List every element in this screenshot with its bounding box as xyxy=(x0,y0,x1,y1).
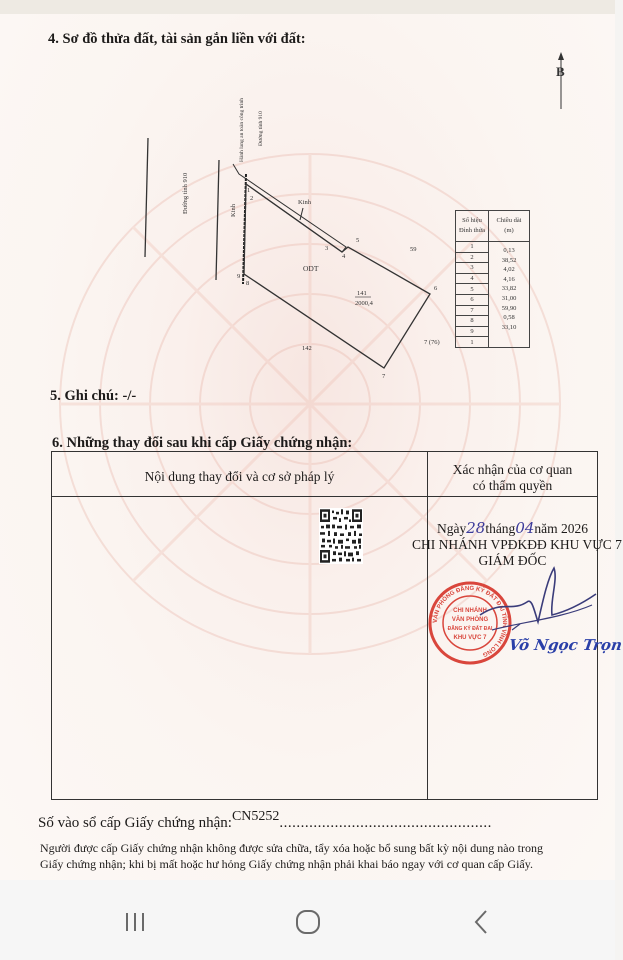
svg-text:Đường tỉnh 910: Đường tỉnh 910 xyxy=(182,172,189,214)
recent-apps-button[interactable] xyxy=(110,902,160,942)
svg-text:ODT: ODT xyxy=(303,264,319,273)
home-button[interactable] xyxy=(283,902,333,942)
section-4-title: 4. Sơ đồ thửa đất, tài sản gắn liền với đất: xyxy=(48,31,306,47)
svg-text:ĐĂNG KÝ ĐẤT ĐAI: ĐĂNG KÝ ĐẤT ĐAI xyxy=(447,626,493,632)
svg-text:4: 4 xyxy=(342,253,346,260)
signer-name: Võ Ngọc Trọn xyxy=(507,636,623,654)
changes-content-header: Nội dung thay đổi và cơ sở pháp lý xyxy=(144,469,335,484)
svg-text:VĂN PHÒNG: VĂN PHÒNG xyxy=(451,617,489,623)
signer-position: GIÁM ĐỐC xyxy=(478,553,547,568)
svg-text:2: 2 xyxy=(250,195,254,202)
header-divider xyxy=(52,496,597,497)
svg-text:Kinh: Kinh xyxy=(298,199,311,206)
svg-text:Hành lang an toàn công trình: Hành lang an toàn công trình xyxy=(239,98,245,162)
svg-text:8: 8 xyxy=(246,280,250,287)
recent-apps-icon xyxy=(122,910,148,934)
svg-text:B: B xyxy=(556,64,565,79)
vertex-length-table: Số hiệu Đỉnh thửa Chiều dài (m) 1 0,13 38,52 4,02 4,16 33,82 31,00 59,90 0,58 33,10 2 3 4 5 6 7 8 9 1 xyxy=(455,210,530,348)
svg-text:7: 7 xyxy=(382,373,386,380)
registry-value: CN5252 xyxy=(231,809,280,824)
home-icon xyxy=(294,908,322,936)
svg-text:CHI NHÁNH: CHI NHÁNH xyxy=(453,608,487,614)
authority-header: Xác nhận của cơ quan có thẩm quyền xyxy=(452,462,573,493)
svg-text:1: 1 xyxy=(247,187,251,194)
svg-text:142: 142 xyxy=(302,345,312,352)
android-navigation-bar xyxy=(0,880,615,960)
viewer-top-edge xyxy=(0,0,615,15)
svg-text:Đường tỉnh 910: Đường tỉnh 910 xyxy=(258,111,264,146)
svg-text:VĂN PHÒNG ĐĂNG KÝ ĐẤT ĐAI TỈNH: VĂN PHÒNG ĐĂNG KÝ ĐẤT ĐAI TỈNH VĨNH LONG xyxy=(432,585,508,658)
svg-text:7 (76): 7 (76) xyxy=(424,339,440,346)
svg-text:59: 59 xyxy=(410,246,417,253)
svg-text:6: 6 xyxy=(434,285,438,292)
qr-code-icon[interactable] xyxy=(319,508,363,564)
back-icon xyxy=(471,908,491,936)
svg-text:Kinh: Kinh xyxy=(230,204,237,217)
svg-text:9: 9 xyxy=(237,273,241,280)
issuing-office: CHI NHÁNH VPĐKĐĐ KHU VỰC 7 xyxy=(412,537,622,552)
registry-number: Số vào sổ cấp Giấy chứng nhận:CN5252.................................................. xyxy=(38,809,492,831)
document-page[interactable] xyxy=(0,14,623,880)
changes-table xyxy=(51,451,623,800)
back-button[interactable] xyxy=(456,902,506,942)
confirmation-date: Ngày28tháng04năm 2026 xyxy=(436,519,589,537)
svg-text:2000,4: 2000,4 xyxy=(355,300,373,307)
section-6-title: 6. Những thay đổi sau khi cấp Giấy chứng nhận: xyxy=(52,435,353,451)
north-arrow-icon xyxy=(556,52,565,109)
svg-text:141: 141 xyxy=(357,290,367,297)
svg-text:3: 3 xyxy=(325,245,329,252)
svg-text:KHU VỰC 7: KHU VỰC 7 xyxy=(453,635,487,641)
legal-notice: Người được cấp Giấy chứng nhận không được sửa chữa, tẩy xóa hoặc bổ sung bất kỳ nội dung nào trong Giấy chứng nhận; khi bị mất hoặc hư hỏng Giấy chứng nhận phải khai báo ngay với cơ quan cấp Giấy. xyxy=(40,841,543,871)
section-5-title: 5. Ghi chú: -/- xyxy=(50,388,137,404)
svg-text:5: 5 xyxy=(356,237,360,244)
